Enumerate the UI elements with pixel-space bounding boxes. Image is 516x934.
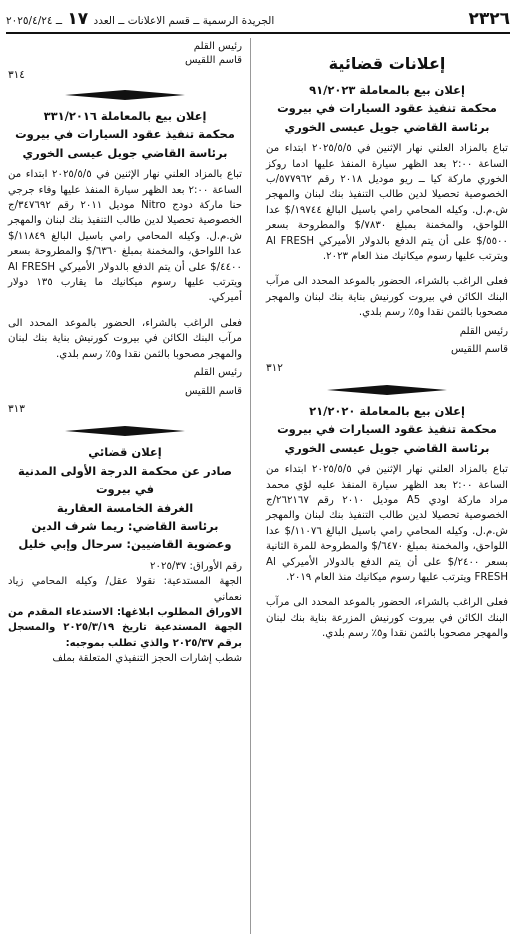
- announcement-body: فعلى الراغب بالشراء، الحضور بالموعد المحدد الى مرآب البنك الكائن في بيروت كورنيش بناية بنك لبنان والمهجر مصحوبا بالثمن نقدا و٥٪ رسم بلدي.: [266, 276, 508, 319]
- issuing-court: صادر عن محكمة الدرجة الأولى المدنية: [18, 463, 232, 478]
- presiding-judge: برئاسة القاضي جويل عيسى الخوري: [284, 119, 490, 134]
- section-title: إعلانات قضائية: [328, 54, 446, 73]
- divider-ornament: [266, 384, 508, 396]
- court-location: في بيروت: [95, 482, 155, 497]
- announcement-body: تباع بالمزاد العلني نهار الإثنين في ٢٠٢٥/٥/٥ ابتداء من الساعة ٢:٠٠ بعد الظهر سيارة المنفذ عليها وفاء جرجي حنا ماركة دودج Nitro موديل ٢٠١١ رقم ٣٤٧٦٩٢/ج الخصوصية تحصيلا لدين طالب التنفيذ بنك لبنان والمهجر ش.م.ل. وكيله المحامي رامي باسيل البالغ ١١٨٤٩/$ عدا اللواحق، والمخمنة بمبلغ ٦٣٦٠/$ والمطروحة بسعر ٤٤٠٠/$ على أن يتم الدفع بالدولار الأميركي Al FRESH ويترتب عليها رسوم ميكانيك ما يقارب ١٣٥ دولار أميركي.: [8, 169, 243, 304]
- announcement-body: تباع بالمزاد العلني نهار الإثنين في ٢٠٢٥/٥/٥ ابتداء من الساعة ٢:٠٠ بعد الظهر سيارة المنفذ عليها ادما روكز الخوري ماركة كيا ــ ريو موديل ٢٠١٨ رقم ٥٧٧٩٦٢/ب الخصوصية تحصيلا لدين طالب التنفيذ بنك لبنان والمهجر ش.م.ل. وكيله المحامي رامي باسيل البالغ ١٩٧٤٤/$ عدا اللواحق، والمخمنة بمبلغ ٧٨٣٠/$ والمطروحة بسعر ٥٥٠٠/$ على أن يتم الدفع بالدولار الأميركي Al FRESH ويترتب عليها رسوم ميكانيك منذ العام ٢٠٢٣.: [266, 143, 509, 263]
- announcement-body: تباع بالمزاد العلني نهار الإثنين في ٢٠٢٥/٥/٥ ابتداء من الساعة ٢:٠٠ بعد الظهر سيارة المنفذ عليه لؤي محمد مراد ماركة اودي A5 موديل ٢٠١٠ رقم ٢٦٢١٦٧/ج الخصوصية تحصيلا لدين طالب التنفيذ بنك لبنان والمهجر ش.م.ل. وكيله المحامي رامي باسيل البالغ ١١٠٧٦/$ عدا اللواحق، والمخمنة بمبلغ ٦٤٧٠/$ والمطروحة للمرة الثانية بسعر ٢٤٠٠/$ على أن يتم الدفع بالدولار الأميركي Al FRESH ويترتب عليها رسوم ميكانيك منذ العام ٢٠١٩.: [266, 464, 509, 583]
- announcement-number: ٣١٣: [8, 402, 25, 415]
- signature-title: رئيس القلم: [193, 41, 242, 52]
- page-number: ٢٣٢٦: [468, 9, 510, 29]
- journal-name: الجريدة الرسمية ــ قسم الاعلانات ــ العدد: [93, 15, 275, 27]
- applicant: الجهة المستدعية: نقولا عقل/ وكيله المحامي زياد نعماني: [8, 576, 242, 603]
- presiding-judge: برئاسة القاضي جويل عيسى الخوري: [22, 145, 228, 160]
- signature-title: رئيس القلم: [459, 325, 508, 337]
- divider-ornament: [8, 425, 242, 437]
- papers-to-notify: الاوراق المطلوب ابلاغها: الاستدعاء المقدم من الجهة المستدعية تاريخ ٢٠٢٥/٣/١٩ والمسجل برقم ٢٠٢٥/٣٧ والذي تطلب بموجبه:: [8, 606, 243, 649]
- issue-date: ــ ٢٠٢٥/٤/٢٤: [6, 15, 63, 27]
- announcement-body: فعلى الراغب بالشراء، الحضور بالموعد المحدد الى مرآب البنك الكائن في بيروت كورنيش بناية بنك لبنان والمهجر مصحوبا بالثمن نقدا و٥٪ رسم بلدي.: [8, 317, 242, 360]
- presiding-judge: برئاسة القاضي: ريما شرف الدين: [31, 518, 219, 533]
- divider-ornament: [8, 89, 242, 101]
- issue-number: ١٧: [67, 9, 89, 29]
- court-name: محكمة تنفيذ عقود السيارات في بيروت: [277, 101, 497, 116]
- right-column: [266, 38, 508, 934]
- member-judges: وعضوية القاضيين: سرحال وإبي خليل: [18, 537, 232, 552]
- running-header: [6, 9, 274, 29]
- signature-name: قاسم اللقيس: [184, 385, 242, 397]
- announcement-312: [266, 83, 508, 376]
- announcement-2020-21: [266, 404, 508, 642]
- announcement-body: شطب إشارات الحجز التنفيذي المتعلقة بملف: [52, 653, 242, 665]
- signature-title: رئيس القلم: [193, 367, 242, 379]
- announcement-number: ٣١٢: [266, 361, 283, 374]
- court-name: محكمة تنفيذ عقود السيارات في بيروت: [277, 422, 497, 437]
- signature-name: قاسم اللقيس: [184, 55, 242, 66]
- left-column: [8, 38, 251, 934]
- announcement-title: إعلان بيع بالمعاملة ٢١/٢٠٢٠: [309, 403, 465, 418]
- announcement-title: إعلان بيع بالمعاملة ٩١/٢٠٢٣: [309, 83, 465, 97]
- case-number: رقم الأوراق: ٢٠٢٥/٣٧: [150, 560, 242, 572]
- court-chamber: الغرفة الخامسة العقارية: [56, 500, 194, 515]
- announcement-body: فعلى الراغب بالشراء، الحضور بالموعد المحدد الى مرآب البنك الكائن في بيروت كورنيش المزرعة بناية بنك لبنان والمهجر مصحوبا بالثمن نقدا و٥٪ رسم بلدي.: [266, 597, 508, 640]
- announcement-title: إعلان بيع بالمعاملة ٣٣١/٢٠١٦: [43, 109, 207, 123]
- court-name: محكمة تنفيذ عقود السيارات في بيروت: [15, 127, 235, 142]
- signature-name: قاسم اللقيس: [450, 344, 508, 356]
- judicial-announcement: [8, 445, 242, 666]
- announcement-313: [8, 109, 242, 417]
- presiding-judge: برئاسة القاضي جويل عيسى الخوري: [284, 440, 490, 455]
- announcement-number: ٣١٤: [8, 69, 25, 81]
- announcement-title: إعلان قضائي: [88, 445, 162, 460]
- page-header: [6, 6, 510, 34]
